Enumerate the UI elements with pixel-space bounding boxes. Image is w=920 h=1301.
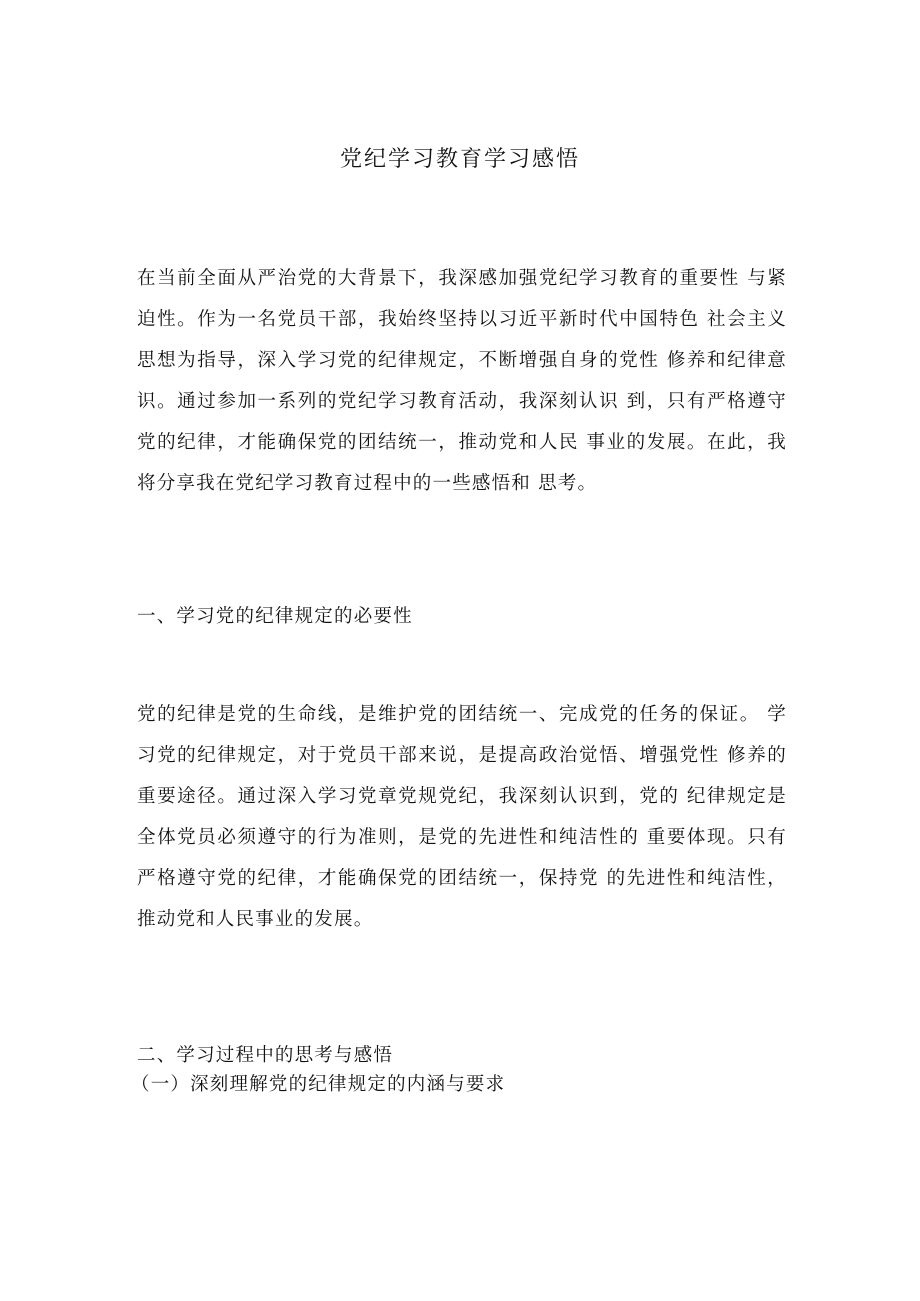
document-title: 党纪学习教育学习感悟 xyxy=(339,147,580,172)
paragraph-line: 迫性。作为一名党员干部，我始终坚持以习近平新时代中国特色 社会主义 xyxy=(137,309,787,330)
paragraph-line: 识。通过参加一系列的党纪学习教育活动，我深刻认识 到，只有严格遵守 xyxy=(137,391,787,412)
paragraph-line: 党的纪律是党的生命线，是维护党的团结统一、完成党的任务的保证。 学 xyxy=(137,704,787,725)
paragraph-line: 严格遵守党的纪律，才能确保党的团结统一，保持党 的先进性和纯洁性， xyxy=(137,868,787,889)
paragraph-line: 将分享我在党纪学习教育过程中的一些感悟和 思考。 xyxy=(137,473,598,494)
paragraph-line: 推动党和人民事业的发展。 xyxy=(137,909,374,930)
paragraph-line: 思想为指导，深入学习党的纪律规定，不断增强自身的党性 修养和纪律意 xyxy=(137,350,787,371)
subsection-heading: （一）深刻理解党的纪律规定的内涵与要求 xyxy=(131,1074,506,1095)
intro-paragraph xyxy=(137,258,787,504)
section1-paragraph xyxy=(137,694,787,940)
paragraph-line: 在当前全面从严治党的大背景下，我深感加强党纪学习教育的重要性 与紧 xyxy=(137,268,787,289)
section-heading: 二、学习过程中的思考与感悟 xyxy=(137,1045,394,1066)
paragraph-line: 党的纪律，才能确保党的团结统一，推动党和人民 事业的发展。在此，我 xyxy=(137,432,787,453)
section-heading: 一、学习党的纪律规定的必要性 xyxy=(137,606,413,627)
paragraph-line: 习党的纪律规定，对于党员干部来说，是提高政治觉悟、增强党性 修养的 xyxy=(137,745,787,766)
paragraph-line: 全体党员必须遵守的行为准则，是党的先进性和纯洁性的 重要体现。只有 xyxy=(137,827,787,848)
paragraph-line: 重要途径。通过深入学习党章党规党纪，我深刻认识到，党的 纪律规定是 xyxy=(137,786,787,807)
